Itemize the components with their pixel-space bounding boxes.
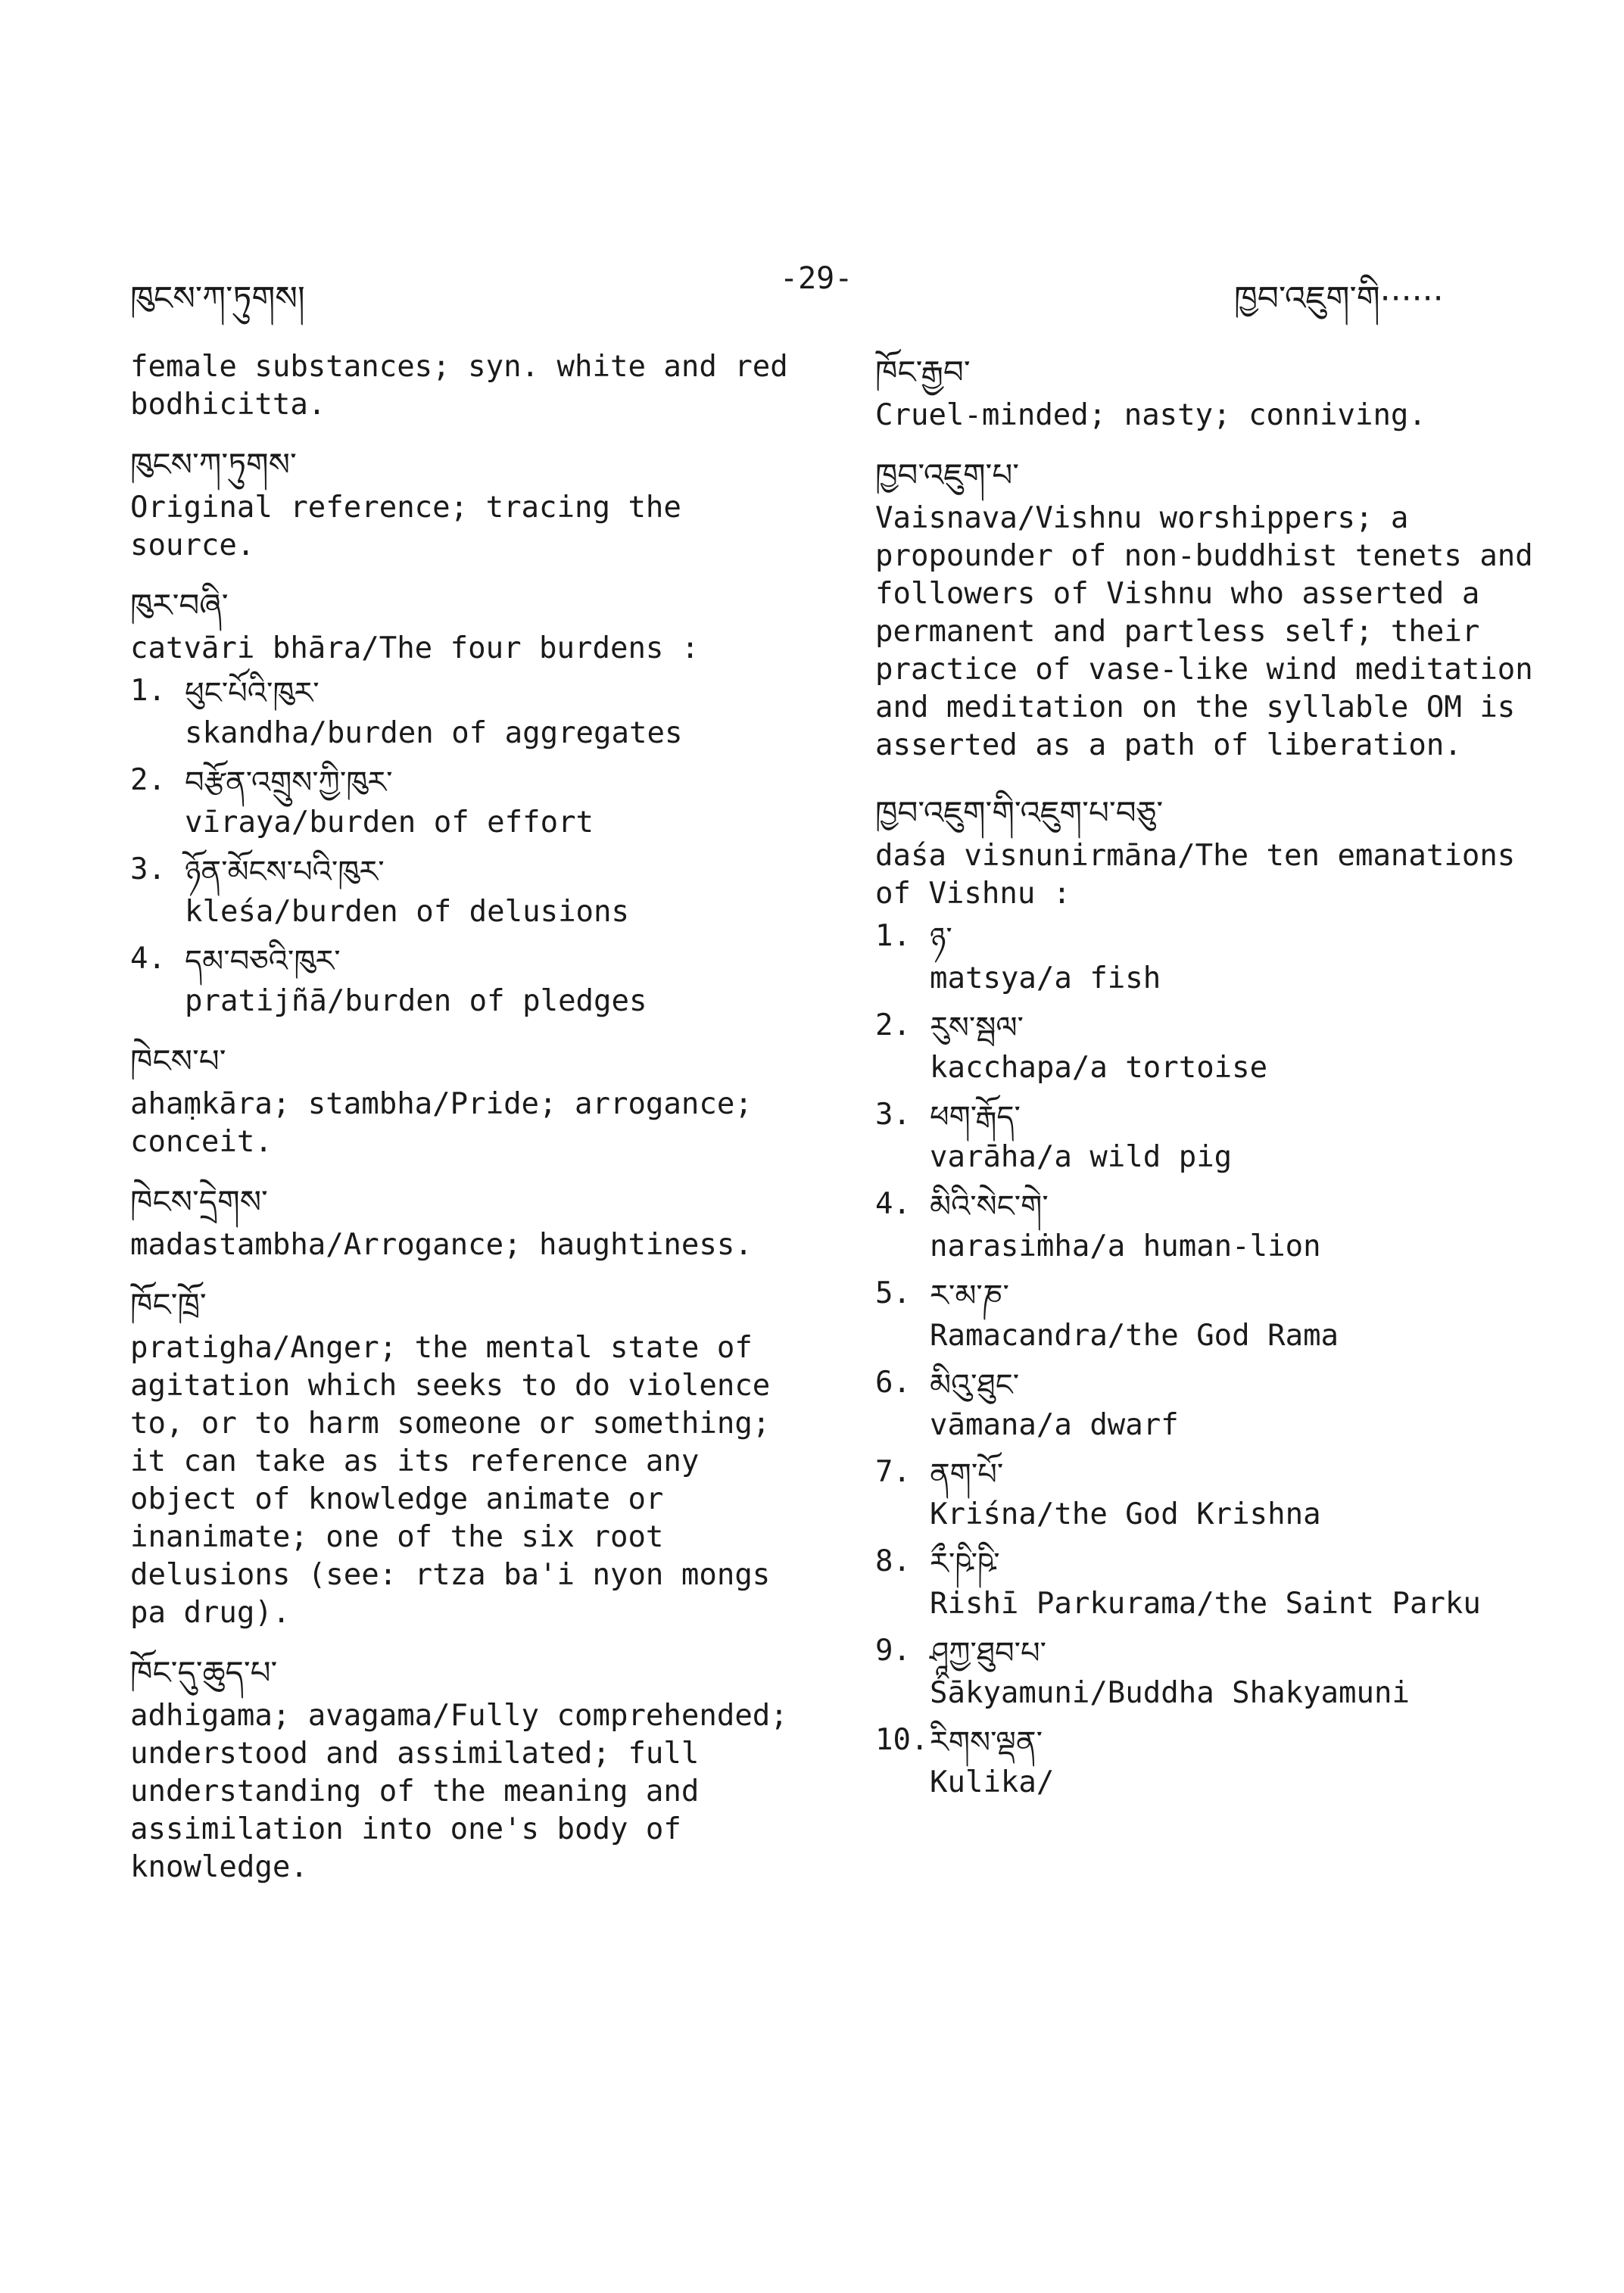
entry-comprehended bbox=[130, 1649, 812, 1886]
list-item bbox=[875, 1632, 1549, 1712]
item-text: pratijñā/burden of pledges bbox=[185, 984, 647, 1018]
entry-vishnu-worshippers bbox=[875, 451, 1549, 765]
item-text: narasiṁha/a human-lion bbox=[930, 1229, 1321, 1263]
entry-headword: ཁེངས་པ་ bbox=[130, 1042, 226, 1080]
item-text: vīraya/burden of effort bbox=[185, 805, 594, 840]
entry-definition: adhigama; avagama/Fully comprehended; understood and assimilated; full understanding of the meaning and assimilation into one's body of knowledge. bbox=[130, 1699, 788, 1884]
entry-definition: catvāri bhāra/The four burdens : bbox=[130, 631, 700, 665]
entry-definition: Cruel-minded; nasty; conniving. bbox=[875, 398, 1426, 432]
list-item bbox=[130, 851, 812, 931]
item-number: 8. bbox=[875, 1544, 911, 1578]
item-tibetan: རིགས་ལྡན་ bbox=[930, 1725, 1043, 1760]
item-tibetan: མིའི་སེང་གེ་ bbox=[930, 1189, 1049, 1224]
entry-headword: ཁོང་དུ་ཆུད་པ་ bbox=[130, 1654, 278, 1691]
entry-ten-emanations bbox=[875, 789, 1549, 1802]
item-tibetan: བརྩོན་འགྲུས་ཀྱི་ཁུར་ bbox=[185, 765, 393, 800]
list-item bbox=[875, 1543, 1549, 1623]
header-left-running-head: ཁུངས་ཀ་ཏུགས། bbox=[130, 279, 305, 318]
entry-headword: ཁོང་རྒྱབ་ bbox=[875, 354, 971, 391]
item-tibetan: དམ་བཅའི་ཁུར་ bbox=[185, 944, 341, 979]
item-tibetan: ཉོན་མོངས་པའི་ཁུར་ bbox=[185, 855, 385, 889]
item-text: kacchapa/a tortoise bbox=[930, 1051, 1268, 1085]
item-tibetan: ཉ་ bbox=[930, 921, 952, 956]
item-text: skandha/burden of aggregates bbox=[185, 716, 683, 750]
item-number: 1. bbox=[875, 919, 911, 953]
item-text: matsya/a fish bbox=[930, 961, 1161, 995]
item-tibetan: ཕུང་པོའི་ཁུར་ bbox=[185, 676, 320, 711]
item-number: 4. bbox=[875, 1187, 911, 1221]
continuation-text: female substances; syn. white and red bodhicitta. bbox=[130, 350, 788, 422]
entry-definition: Original reference; tracing the source. bbox=[130, 491, 681, 562]
item-number: 2. bbox=[875, 1008, 911, 1042]
list-item bbox=[875, 1721, 1549, 1802]
list-item bbox=[875, 918, 1549, 998]
item-number: 5. bbox=[875, 1276, 911, 1310]
item-text: kleśa/burden of delusions bbox=[185, 895, 629, 929]
list-item bbox=[875, 1364, 1549, 1444]
entry-headword: ཁུངས་ཀ་ཏུགས་ bbox=[130, 446, 297, 483]
item-text: Kulika/ bbox=[930, 1765, 1055, 1799]
list-item bbox=[875, 1453, 1549, 1534]
item-number: 10. bbox=[875, 1723, 929, 1757]
list-item bbox=[130, 940, 812, 1020]
item-text: varāha/a wild pig bbox=[930, 1140, 1233, 1174]
entry-arrogance bbox=[130, 1178, 812, 1264]
item-tibetan: ར་མ་ཎ་ bbox=[930, 1279, 1009, 1313]
item-tibetan: ཕག་རྒོད་ bbox=[930, 1100, 1021, 1135]
entry-four-burdens bbox=[130, 581, 812, 1020]
item-tibetan: མིའུ་ཐུང་ bbox=[930, 1368, 1020, 1403]
entry-definition: daśa visnunirmāna/The ten emanations of Vishnu : bbox=[875, 839, 1516, 911]
list-item bbox=[875, 1275, 1549, 1355]
entry-anger bbox=[130, 1281, 812, 1632]
entry-definition: ahaṃkāra; stambha/Pride; arrogance; conceit. bbox=[130, 1087, 753, 1159]
list-item bbox=[130, 672, 812, 752]
entry-headword: ཁེངས་དྲེགས་ bbox=[130, 1183, 268, 1220]
item-text: Ramacandra/the God Rama bbox=[930, 1319, 1339, 1353]
item-tibetan: རུས་སྦལ་ bbox=[930, 1011, 1024, 1045]
list-item bbox=[130, 762, 812, 842]
item-tibetan: རྀ་ཥི་ཥི་ bbox=[930, 1547, 1000, 1581]
item-text: Śākyamuni/Buddha Shakyamuni bbox=[930, 1676, 1410, 1710]
item-text: vāmana/a dwarf bbox=[930, 1408, 1179, 1442]
item-number: 9. bbox=[875, 1634, 911, 1668]
item-number: 3. bbox=[875, 1098, 911, 1132]
item-tibetan: ནག་པོ་ bbox=[930, 1457, 1004, 1492]
entry-headword: ཁུར་བཞི་ bbox=[130, 587, 229, 624]
item-number: 3. bbox=[130, 852, 166, 886]
entry-headword: ཁྱབ་འཇུག་གི་འཇུག་པ་བཅུ་ bbox=[875, 794, 1164, 831]
item-number: 7. bbox=[875, 1455, 911, 1489]
header-right-running-head: ཁྱབ་འཇུག་གི······ bbox=[1234, 279, 1444, 318]
item-number: 2. bbox=[130, 763, 166, 797]
list-item bbox=[875, 1185, 1549, 1266]
left-column bbox=[130, 348, 812, 1903]
right-column bbox=[875, 348, 1549, 1818]
entry-cruel-minded bbox=[875, 348, 1549, 435]
entry-khungs-ka-tugs bbox=[130, 441, 812, 565]
item-tibetan: ཤཱཀྱ་ཐུབ་པ་ bbox=[930, 1636, 1047, 1671]
item-number: 4. bbox=[130, 942, 166, 976]
entry-headword: ཁོང་ཁྲོ་ bbox=[130, 1286, 207, 1323]
entry-headword: ཁྱབ་འཇུག་པ་ bbox=[875, 456, 1020, 494]
list-item bbox=[875, 1007, 1549, 1087]
item-text: Rishī Parkurama/the Saint Parku bbox=[930, 1587, 1481, 1621]
item-number: 6. bbox=[875, 1366, 911, 1400]
item-number: 1. bbox=[130, 674, 166, 708]
entry-definition: madastambha/Arrogance; haughtiness. bbox=[130, 1228, 753, 1262]
item-text: Kriśna/the God Krishna bbox=[930, 1497, 1321, 1531]
entry-definition: pratigha/Anger; the mental state of agitation which seeks to do violence to, or to harm someone or something; it can take as its reference any object of knowledge animate or inanimate; one of the six root delusions (see: rtza ba'i nyon mongs pa drug). bbox=[130, 1331, 771, 1630]
entry-definition: Vaisnava/Vishnu worshippers; a propounder of non-buddhist tenets and followers of Vishnu who asserted a permanent and partless self; their practice of vase-like wind meditation and meditation on the syllable OM is asserted as a path of liberation. bbox=[875, 501, 1533, 762]
entry-pride bbox=[130, 1037, 812, 1161]
list-item bbox=[875, 1096, 1549, 1176]
page-number: -29- bbox=[780, 261, 853, 296]
